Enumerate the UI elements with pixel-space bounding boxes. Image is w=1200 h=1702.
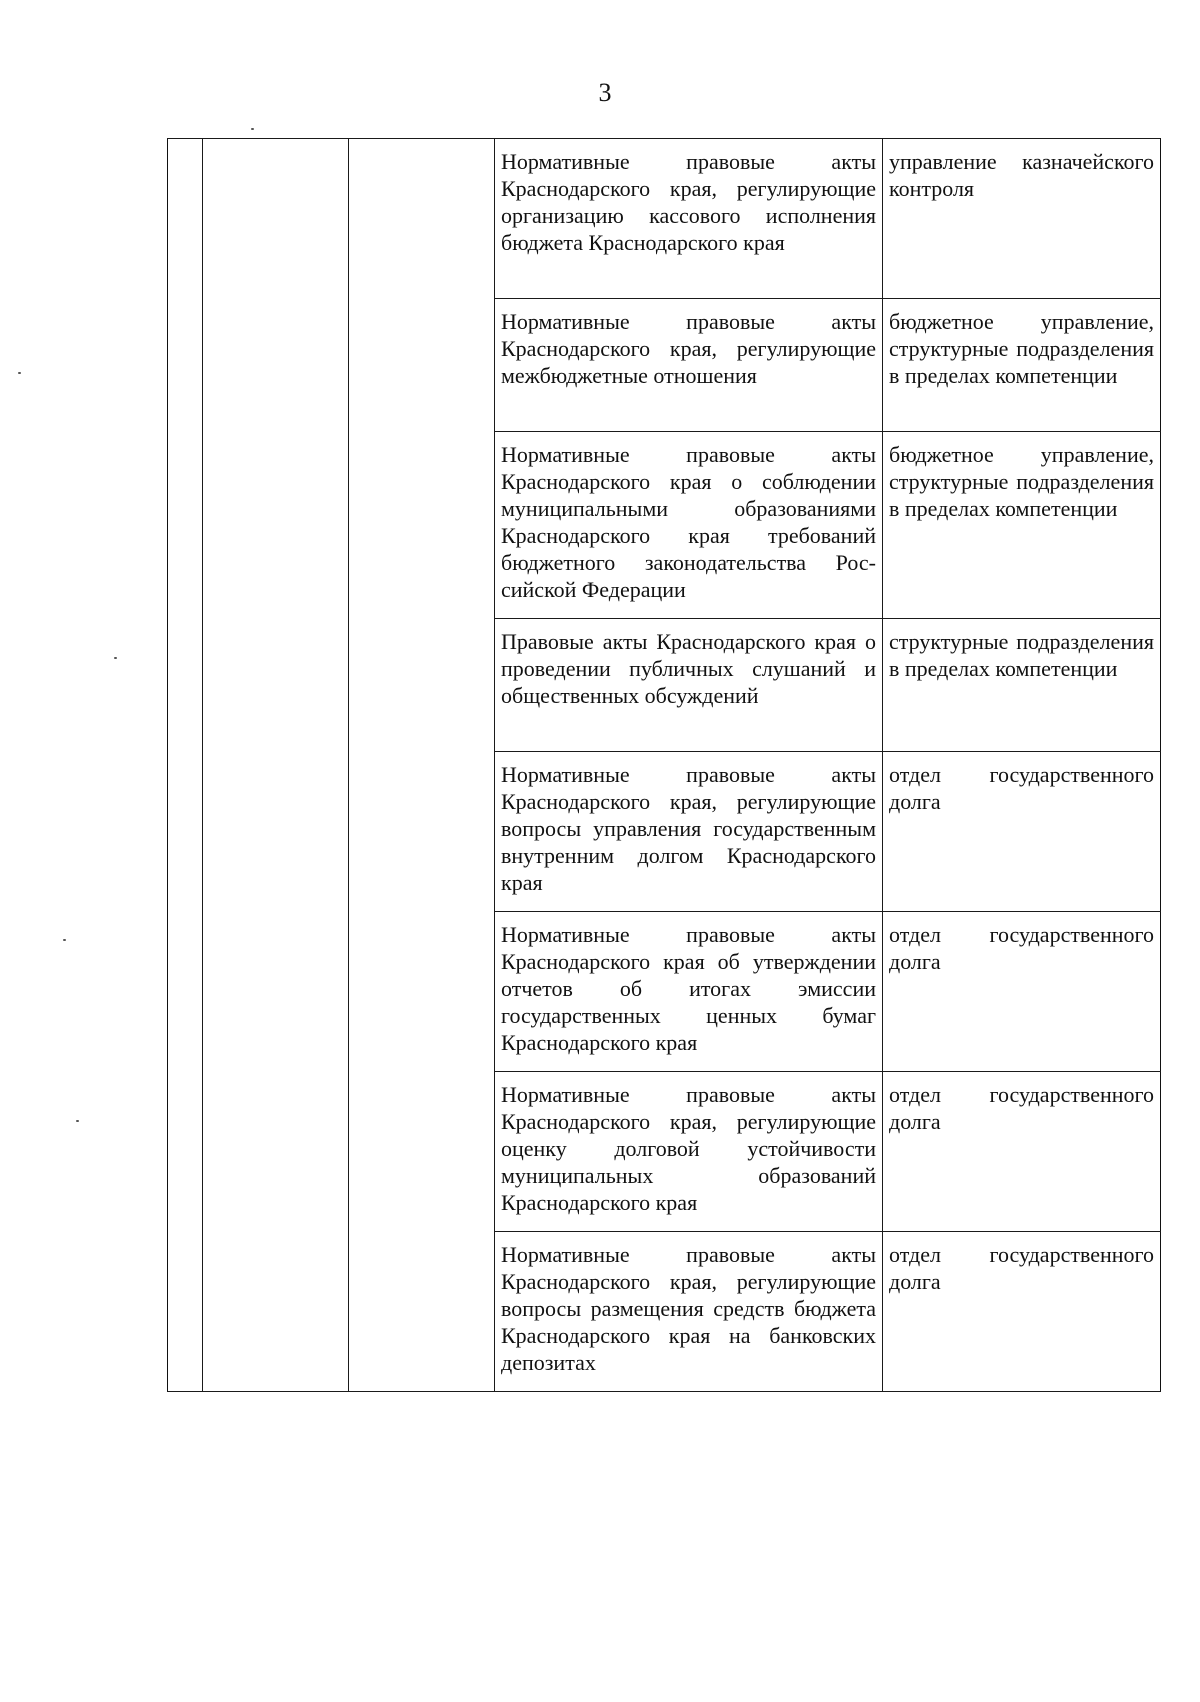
responsible-cell: бюджетное управление, структурные подразделения в пределах компетенции bbox=[883, 299, 1161, 432]
scan-speck bbox=[251, 128, 254, 130]
document-cell: Нормативные правовые акты Краснодарского края, регулирующие межбюджетные отношения bbox=[495, 299, 883, 432]
responsible-cell: управление казначейского контроля bbox=[883, 139, 1161, 299]
document-cell: Правовые акты Краснодарского края о проведении публичных слушаний и общественных обсуждений bbox=[495, 619, 883, 752]
document-cell: Нормативные правовые акты Краснодарского края, регулирующие вопросы размещения средств бюджета Краснодарского края на банковских депозитах bbox=[495, 1232, 883, 1392]
responsible-cell: бюджетное управление, структурные подразделения в пределах компетенции bbox=[883, 432, 1161, 619]
document-cell: Нормативные правовые акты Краснодарского края о соблюдении муниципальными образованиями Краснодарского края требований бюджетного законодательства Российской Федерации bbox=[495, 432, 883, 619]
subsection-column-cell bbox=[349, 139, 495, 1392]
scan-speck bbox=[63, 939, 66, 941]
document-cell: Нормативные правовые акты Краснодарского края, регулирующие оценку долговой устойчивости муниципальных образований Краснодарского края bbox=[495, 1072, 883, 1232]
table-row bbox=[168, 139, 1161, 299]
document-cell: Нормативные правовые акты Краснодарского края об утверждении отчетов об итогах эмиссии государственных ценных бумаг Краснодарского края bbox=[495, 912, 883, 1072]
scan-speck bbox=[114, 657, 117, 659]
document-cell: Нормативные правовые акты Краснодарского края, регулирующие организацию кассового исполнения бюджета Краснодарского края bbox=[495, 139, 883, 299]
responsible-cell: отдел государственного долга bbox=[883, 1072, 1161, 1232]
section-column-cell bbox=[203, 139, 349, 1392]
document-table bbox=[167, 138, 1161, 1392]
responsible-cell: структурные подразделения в пределах компетенции bbox=[883, 619, 1161, 752]
document-cell: Нормативные правовые акты Краснодарского края, регулирующие вопросы управления государственным внутренним долгом Краснодарского края bbox=[495, 752, 883, 912]
responsible-cell: отдел государственного долга bbox=[883, 912, 1161, 1072]
number-column-cell bbox=[168, 139, 203, 1392]
scan-speck bbox=[18, 372, 21, 374]
responsible-cell: отдел государственного долга bbox=[883, 752, 1161, 912]
page-number: 3 bbox=[598, 78, 612, 107]
responsible-cell: отдел государственного долга bbox=[883, 1232, 1161, 1392]
scan-speck bbox=[76, 1120, 79, 1122]
